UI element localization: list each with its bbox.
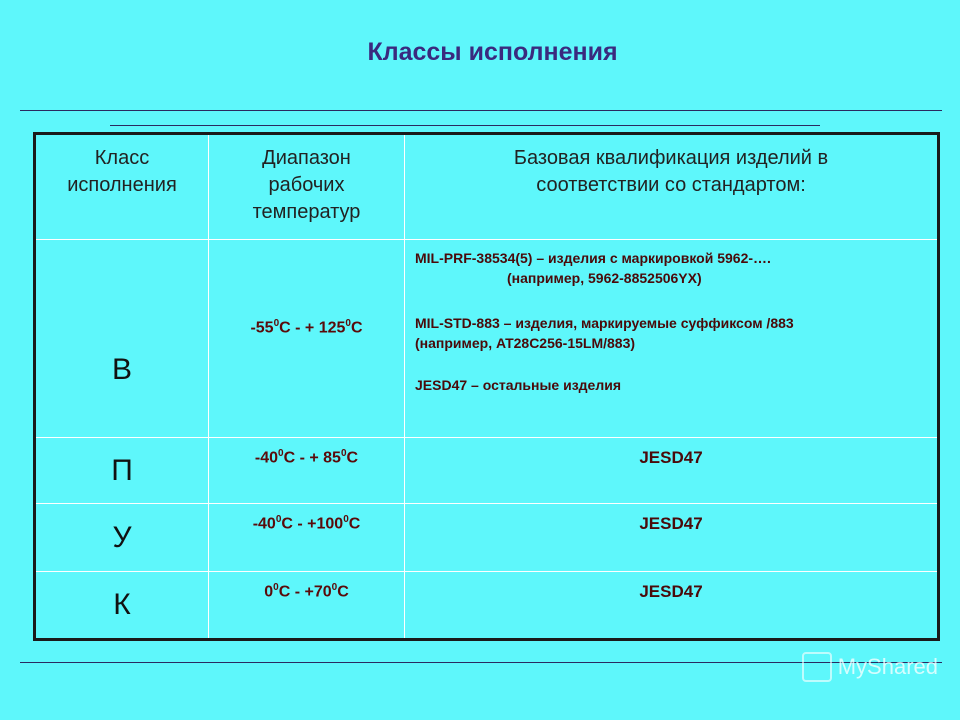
std-cell bbox=[405, 240, 939, 438]
temp-a-unit: C - +100 bbox=[281, 515, 344, 533]
std-line: JESD47 – остальные изделия bbox=[415, 377, 622, 393]
header-class-line1: Класс bbox=[94, 147, 150, 169]
std-line: MIL-STD-883 – изделия, маркируемые суффиксом /883 bbox=[415, 315, 794, 331]
header-temp-range bbox=[209, 134, 405, 240]
temp-cell bbox=[209, 572, 405, 640]
temp-cell bbox=[209, 438, 405, 504]
header-temp-line2: рабочих bbox=[268, 174, 345, 196]
top-rule bbox=[20, 110, 942, 111]
header-class bbox=[35, 134, 209, 240]
temp-b-sup: 0 bbox=[343, 514, 349, 525]
temp-a-unit: C - + 85 bbox=[283, 449, 341, 467]
class-cell: У bbox=[35, 504, 209, 572]
class-cell: К bbox=[35, 572, 209, 640]
header-qualification bbox=[405, 134, 939, 240]
temp-a-unit: C - + 125 bbox=[279, 319, 346, 337]
std-cell: JESD47 bbox=[405, 572, 939, 640]
header-qual-line1: Базовая квалификация изделий в bbox=[513, 147, 829, 169]
temp-b-sup: 0 bbox=[340, 448, 347, 459]
watermark-text: MyShared bbox=[837, 654, 938, 679]
temp-b-sup: 0 bbox=[345, 318, 351, 329]
std-line: MIL-PRF-38534(5) – изделия с маркировкой 5962-…. bbox=[415, 250, 771, 266]
table-row bbox=[35, 240, 939, 438]
std-cell: JESD47 bbox=[405, 504, 939, 572]
temp-a-sup: 0 bbox=[273, 582, 279, 593]
temp-b-unit: C bbox=[346, 449, 359, 467]
temp-b-unit: C bbox=[350, 319, 363, 337]
table-row bbox=[35, 504, 939, 572]
temp-a-unit: C - +70 bbox=[278, 583, 332, 601]
temp-a: -55 bbox=[250, 319, 274, 337]
temp-cell bbox=[209, 240, 405, 438]
temp-a: -40 bbox=[252, 515, 276, 533]
temp-a-sup: 0 bbox=[278, 448, 284, 459]
class-cell: П bbox=[35, 438, 209, 504]
header-qual-line2: соответствии со стандартом: bbox=[536, 174, 806, 196]
table-row bbox=[35, 572, 939, 640]
temp-a: -40 bbox=[254, 449, 279, 467]
watermark-logo bbox=[802, 652, 938, 682]
temp-cell bbox=[209, 504, 405, 572]
temp-b-sup: 0 bbox=[331, 582, 338, 593]
secondary-rule bbox=[110, 125, 820, 126]
class-cell: В bbox=[35, 240, 209, 438]
temp-b-unit: C bbox=[337, 583, 349, 601]
table-row bbox=[35, 438, 939, 504]
temp-a: 0 bbox=[264, 583, 274, 601]
classes-table bbox=[33, 132, 940, 641]
header-class-line2: исполнения bbox=[67, 174, 177, 196]
temp-b-unit: C bbox=[348, 515, 361, 533]
std-line: (например, 5962-8852506YX) bbox=[507, 270, 702, 286]
watermark-icon bbox=[802, 652, 832, 682]
std-cell: JESD47 bbox=[405, 438, 939, 504]
temp-a-sup: 0 bbox=[275, 514, 282, 525]
temp-a-sup: 0 bbox=[273, 318, 280, 329]
header-temp-line1: Диапазон bbox=[262, 147, 351, 169]
table-header-row bbox=[35, 134, 939, 240]
header-temp-line3: температур bbox=[252, 201, 361, 223]
slide-title: Классы исполнения bbox=[367, 38, 618, 66]
std-line: (например, AT28C256-15LM/883) bbox=[415, 335, 636, 351]
